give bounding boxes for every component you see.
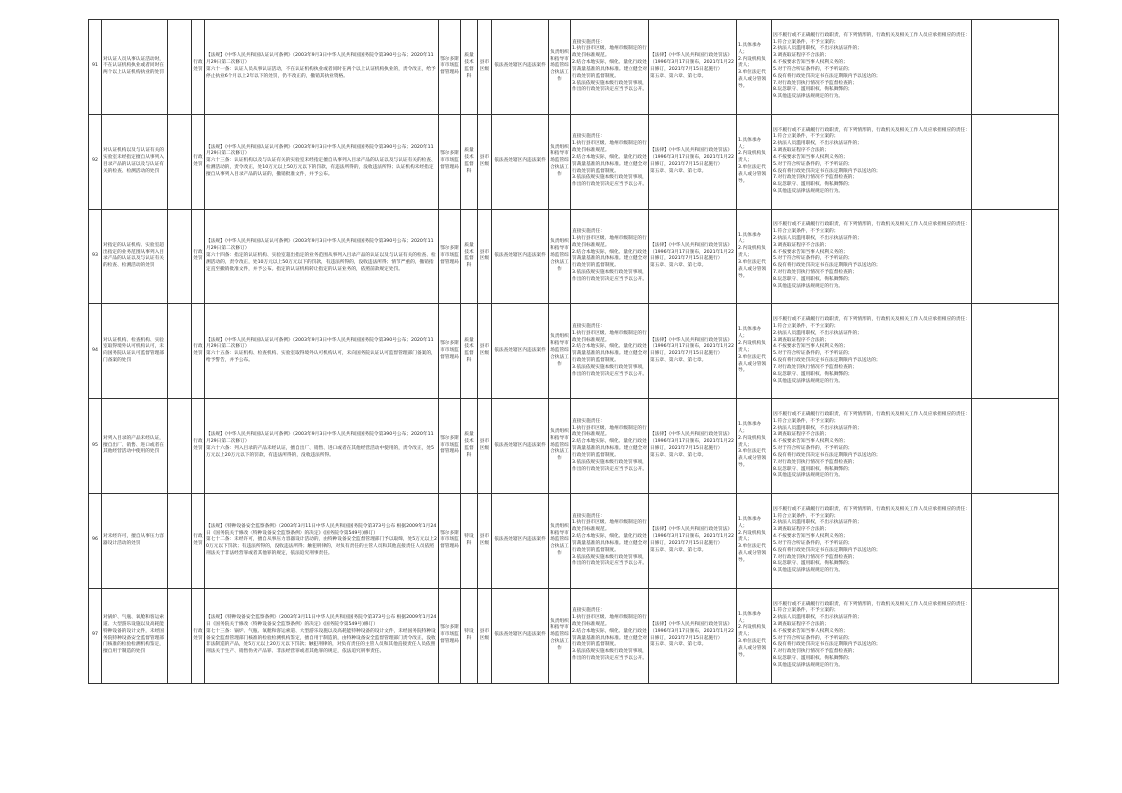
power-category: 行政处罚 bbox=[192, 588, 205, 683]
responsibility-detail: 直接实施责任： 1.执行县市区级、地州市级制定的行政处罚标准规范。 2.结合本地实际，细化、量化行政处罚裁量基准的具体标准。建立健全对行政处罚的监督制度。 3.依法依规实施本级行政处罚事项，作出的行政处罚决定应当予以公开。 bbox=[571, 209, 649, 304]
exercise-scope: 依法查处辖区内违法案件 bbox=[492, 20, 549, 115]
legal-basis: 【法规】《中华人民共和国认证认可条例》（2003年9月3日中华人民共和国国务院令第390号公布；2020年11月29日第二次修订） 第六十五条：认证机构、检查机构、实验室取得境外认可机构认可，未向国务院认证认可监督管理部门备案的，给予警告，并予公布。 bbox=[205, 304, 439, 399]
responsibility-summary: 负责组织和指导市场监管综合执法工作 bbox=[549, 114, 571, 209]
accountability-basis: 【法律】《中华人民共和国行政处罚法》（1996年3月17日颁布，2021年1月22日修订，2021年7月15日起施行） 第五章、第六章、第七章。 bbox=[649, 114, 737, 209]
table-row bbox=[89, 588, 1059, 683]
implementing-department: 鄂尔多斯市市场监督管理局 bbox=[439, 588, 461, 683]
internal-office: 质量技术监督科 bbox=[461, 399, 478, 494]
item-number: 96 bbox=[89, 493, 102, 588]
item-number: 91 bbox=[89, 20, 102, 115]
responsible-subject: 1.具体承办人； 2.内设机构负责人； 3.单位法定代表人或分管领导。 bbox=[737, 399, 772, 494]
remarks-cell bbox=[972, 209, 1059, 304]
blank-cell bbox=[168, 209, 192, 304]
implementation-level: 县市区级 bbox=[478, 209, 492, 304]
item-name: 对认证机构以及与认证有关的实验室未经指定擅自从事列入目录产品的认证以及与认证有关的检查、检测活动的处罚 bbox=[102, 114, 168, 209]
item-number: 97 bbox=[89, 588, 102, 683]
legal-basis: 【法规】《特种设备安全监察条例》（2003年3月11日中华人民共和国国务院令第373号公布 根据2009年1月24日《国务院关于修改〈特种设备安全监察条例〉的决定》(国务院令第549号)修订） 第七十二条：未经许可，擅自从事压力容器设计活动的，由特种设备安全监督管理部门予以取缔，处5万元以上20万元以下罚款；有违法所得的，没收违法所得；触犯刑律的，对负有责任的主管人员和其他直接责任人员依照刑法关于非法经营罪或者其他罪的规定，依法追究刑事责任。 bbox=[205, 493, 439, 588]
responsibility-detail: 直接实施责任： 1.执行县市区级、地州市级制定的行政处罚标准规范。 2.结合本地实际，细化、量化行政处罚裁量基准的具体标准。建立健全对行政处罚的监督制度。 3.依法依规实施本级行政处罚事项，作出的行政处罚决定应当予以公开。 bbox=[571, 114, 649, 209]
responsible-subject: 1.具体承办人； 2.内设机构负责人； 3.单位法定代表人或分管领导。 bbox=[737, 588, 772, 683]
responsible-subject: 1.具体承办人； 2.内设机构负责人； 3.单位法定代表人或分管领导。 bbox=[737, 493, 772, 588]
responsibility-summary: 负责组织和指导市场监管综合执法工作 bbox=[549, 304, 571, 399]
implementing-department: 鄂尔多斯市市场监督管理局 bbox=[439, 209, 461, 304]
power-category: 行政处罚 bbox=[192, 209, 205, 304]
power-category: 行政处罚 bbox=[192, 20, 205, 115]
implementing-department: 鄂尔多斯市市场监督管理局 bbox=[439, 20, 461, 115]
table-row bbox=[89, 304, 1059, 399]
accountability-situations: 因不履行或不正确履行行政职责，有下列情形的，行政机关及相关工作人员应承担相应的责任： 1.符合立案条件，不予立案的； 2.执法人员滥用职权，不出示执法证件的； 3.调查取证程序不合法的； 4.不按要求告知当事人权利义务的； 5.对于符合听证条件的，不予听证的； 6.没有将行政处罚决定书在法定期限内予以送达的； 7.对行政处罚执行情况不予监督检查的； 8.玩忽职守、滥用职权、徇私舞弊的； 9.其他违反法律法规规定的行为。 bbox=[772, 114, 972, 209]
remarks-cell bbox=[972, 399, 1059, 494]
accountability-situations: 因不履行或不正确履行行政职责，有下列情形的，行政机关及相关工作人员应承担相应的责任： 1.符合立案条件，不予立案的； 2.执法人员滥用职权，不出示执法证件的； 3.调查取证程序不合法的； 4.不按要求告知当事人权利义务的； 5.对于符合听证条件的，不予听证的； 6.没有将行政处罚决定书在法定期限内予以送达的； 7.对行政处罚执行情况不予监督检查的； 8.玩忽职守、滥用职权、徇私舞弊的； 9.其他违反法律法规规定的行为。 bbox=[772, 20, 972, 115]
exercise-scope: 依法查处辖区内违法案件 bbox=[492, 399, 549, 494]
internal-office: 特设科 bbox=[461, 588, 478, 683]
exercise-scope: 依法查处辖区内违法案件 bbox=[492, 114, 549, 209]
responsibility-summary: 负责组织和指导市场监管综合执法工作 bbox=[549, 399, 571, 494]
responsible-subject: 1.具体承办人； 2.内设机构负责人； 3.单位法定代表人或分管领导。 bbox=[737, 304, 772, 399]
accountability-basis: 【法律】《中华人民共和国行政处罚法》（1996年3月17日颁布，2021年1月22日修订，2021年7月15日起施行） 第五章、第六章、第七章。 bbox=[649, 209, 737, 304]
internal-office: 特设科 bbox=[461, 493, 478, 588]
exercise-scope: 依法查处辖区内违法案件 bbox=[492, 304, 549, 399]
item-name: 对认证机构、检查机构、实验室取得境外认可机构认可，未向国务院认证认可监督管理部门备案的处罚 bbox=[102, 304, 168, 399]
item-name: 对列入目录的产品未经认证，擅自出厂、销售、进口或者在其他经营活动中使用的处罚 bbox=[102, 399, 168, 494]
exercise-scope: 依法查处辖区内违法案件 bbox=[492, 588, 549, 683]
responsibility-detail: 直接实施责任： 1.执行县市区级、地州市级制定的行政处罚标准规范。 2.结合本地实际，细化、量化行政处罚裁量基准的具体标准。建立健全对行政处罚的监督制度。 3.依法依规实施本级行政处罚事项，作出的行政处罚决定应当予以公开。 bbox=[571, 588, 649, 683]
accountability-basis: 【法律】《中华人民共和国行政处罚法》（1996年3月17日颁布，2021年1月22日修订，2021年7月15日起施行） 第五章、第六章、第七章。 bbox=[649, 20, 737, 115]
blank-cell bbox=[168, 493, 192, 588]
blank-cell bbox=[168, 20, 192, 115]
implementing-department: 鄂尔多斯市市场监督管理局 bbox=[439, 399, 461, 494]
implementing-department: 鄂尔多斯市市场监督管理局 bbox=[439, 114, 461, 209]
internal-office: 质量技术监督科 bbox=[461, 209, 478, 304]
blank-cell bbox=[168, 399, 192, 494]
implementation-level: 县市区级 bbox=[478, 399, 492, 494]
power-list-table bbox=[88, 19, 1059, 684]
responsibility-detail: 直接实施责任： 1.执行县市区级、地州市级制定的行政处罚标准规范。 2.结合本地实际，细化、量化行政处罚裁量基准的具体标准。建立健全对行政处罚的监督制度。 3.依法依规实施本级行政处罚事项，作出的行政处罚决定应当予以公开。 bbox=[571, 304, 649, 399]
implementation-level: 县市区级 bbox=[478, 114, 492, 209]
power-category: 行政处罚 bbox=[192, 114, 205, 209]
accountability-situations: 因不履行或不正确履行行政职责，有下列情形的，行政机关及相关工作人员应承担相应的责任： 1.符合立案条件，不予立案的； 2.执法人员滥用职权，不出示执法证件的； 3.调查取证程序不合法的； 4.不按要求告知当事人权利义务的； 5.对于符合听证条件的，不予听证的； 6.没有将行政处罚决定书在法定期限内予以送达的； 7.对行政处罚执行情况不予监督检查的； 8.玩忽职守、滥用职权、徇私舞弊的； 9.其他违反法律法规规定的行为。 bbox=[772, 493, 972, 588]
responsibility-summary: 负责组织和指导市场监管综合执法工作 bbox=[549, 588, 571, 683]
legal-basis: 【法规】《中华人民共和国认证认可条例》（2003年9月3日中华人民共和国国务院令第390号公布；2020年11月29日第二次修订） 第六十四条：指定的认证机构、实验室超出指定的业务范围从事列入目录产品的认证以及与认证有关的检查、检测活动的，责令改正，处10万元以上50万元以下的罚款，有违法所得的，没收违法所得；情节严重的，撤销指定直至撤销批准文件，并予公布。指定的认证机构转让指定的认证业务的，依照前款规定处罚。 bbox=[205, 209, 439, 304]
remarks-cell bbox=[972, 114, 1059, 209]
responsibility-detail: 直接实施责任： 1.执行县市区级、地州市级制定的行政处罚标准规范。 2.结合本地实际，细化、量化行政处罚裁量基准的具体标准。建立健全对行政处罚的监督制度。 3.依法依规实施本级行政处罚事项，作出的行政处罚决定应当予以公开。 bbox=[571, 399, 649, 494]
remarks-cell bbox=[972, 493, 1059, 588]
internal-office: 质量技术监督科 bbox=[461, 304, 478, 399]
table-row bbox=[89, 114, 1059, 209]
internal-office: 质量技术监督科 bbox=[461, 20, 478, 115]
accountability-situations: 因不履行或不正确履行行政职责，有下列情形的，行政机关及相关工作人员应承担相应的责任： 1.符合立案条件，不予立案的； 2.执法人员滥用职权，不出示执法证件的； 3.调查取证程序不合法的； 4.不按要求告知当事人权利义务的； 5.对于符合听证条件的，不予听证的； 6.没有将行政处罚决定书在法定期限内予以送达的； 7.对行政处罚执行情况不予监督检查的； 8.玩忽职守、滥用职权、徇私舞弊的； 9.其他违反法律法规规定的行为。 bbox=[772, 304, 972, 399]
internal-office: 质量技术监督科 bbox=[461, 114, 478, 209]
implementation-level: 县市区级 bbox=[478, 304, 492, 399]
exercise-scope: 依法查处辖区内违法案件 bbox=[492, 209, 549, 304]
table-row bbox=[89, 493, 1059, 588]
accountability-situations: 因不履行或不正确履行行政职责，有下列情形的，行政机关及相关工作人员应承担相应的责任： 1.符合立案条件，不予立案的； 2.执法人员滥用职权，不出示执法证件的； 3.调查取证程序不合法的； 4.不按要求告知当事人权利义务的； 5.对于符合听证条件的，不予听证的； 6.没有将行政处罚决定书在法定期限内予以送达的； 7.对行政处罚执行情况不予监督检查的； 8.玩忽职守、滥用职权、徇私舞弊的； 9.其他违反法律法规规定的行为。 bbox=[772, 588, 972, 683]
table-row bbox=[89, 209, 1059, 304]
remarks-cell bbox=[972, 304, 1059, 399]
item-name: 对未经许可，擅自从事压力容器设计活动的处罚 bbox=[102, 493, 168, 588]
item-number: 92 bbox=[89, 114, 102, 209]
implementation-level: 县市区级 bbox=[478, 20, 492, 115]
accountability-basis: 【法律】《中华人民共和国行政处罚法》（1996年3月17日颁布，2021年1月22日修订，2021年7月15日起施行） 第五章、第六章、第七章。 bbox=[649, 399, 737, 494]
implementation-level: 县市区级 bbox=[478, 588, 492, 683]
item-name: 对指定的认证机构、实验室超出指定的业务范围从事列入目录产品的认证以及与认证有关的检查、检测活动的处罚 bbox=[102, 209, 168, 304]
responsibility-summary: 负责组织和指导市场监管综合执法工作 bbox=[549, 209, 571, 304]
power-category: 行政处罚 bbox=[192, 399, 205, 494]
accountability-basis: 【法律】《中华人民共和国行政处罚法》（1996年3月17日颁布，2021年1月22日修订，2021年7月15日起施行） 第五章、第六章、第七章。 bbox=[649, 588, 737, 683]
blank-cell bbox=[168, 114, 192, 209]
responsibility-summary: 负责组织和指导市场监管综合执法工作 bbox=[549, 20, 571, 115]
item-number: 95 bbox=[89, 399, 102, 494]
implementation-level: 县市区级 bbox=[478, 493, 492, 588]
table-row bbox=[89, 399, 1059, 494]
responsible-subject: 1.具体承办人； 2.内设机构负责人； 3.单位法定代表人或分管领导。 bbox=[737, 209, 772, 304]
legal-basis: 【法规】《中华人民共和国认证认可条例》（2003年9月3日中华人民共和国国务院令第390号公布；2020年11月29日第二次修订） 第六十一条：认证人员从事认证活动，不在认证机构执业或者同时在两个以上认证机构执业的，责令改正，给予停止执业6个月以上2年以下的处罚，仍不改正的，撤销其执业资格。 bbox=[205, 20, 439, 115]
blank-cell bbox=[168, 588, 192, 683]
item-name: 对认证人员从事认证活动时，不在认证机构执业或者同时在两个以上认证机构执业的处罚 bbox=[102, 20, 168, 115]
power-category: 行政处罚 bbox=[192, 493, 205, 588]
power-category: 行政处罚 bbox=[192, 304, 205, 399]
table-row bbox=[89, 20, 1059, 115]
responsibility-detail: 直接实施责任： 1.执行县市区级、地州市级制定的行政处罚标准规范。 2.结合本地实际，细化、量化行政处罚裁量基准的具体标准。建立健全对行政处罚的监督制度。 3.依法依规实施本级行政处罚事项，作出的行政处罚决定应当予以公开。 bbox=[571, 493, 649, 588]
implementing-department: 鄂尔多斯市市场监督管理局 bbox=[439, 493, 461, 588]
accountability-situations: 因不履行或不正确履行行政职责，有下列情形的，行政机关及相关工作人员应承担相应的责任： 1.符合立案条件，不予立案的； 2.执法人员滥用职权，不出示执法证件的； 3.调查取证程序不合法的； 4.不按要求告知当事人权利义务的； 5.对于符合听证条件的，不予听证的； 6.没有将行政处罚决定书在法定期限内予以送达的； 7.对行政处罚执行情况不予监督检查的； 8.玩忽职守、滥用职权、徇私舞弊的； 9.其他违反法律法规规定的行为。 bbox=[772, 399, 972, 494]
responsibility-detail: 直接实施责任： 1.执行县市区级、地州市级制定的行政处罚标准规范。 2.结合本地实际，细化、量化行政处罚裁量基准的具体标准。建立健全对行政处罚的监督制度。 3.依法依规实施本级行政处罚事项，作出的行政处罚决定应当予以公开。 bbox=[571, 20, 649, 115]
legal-basis: 【法规】《中华人民共和国认证认可条例》（2003年9月3日中华人民共和国国务院令第390号公布；2020年11月29日第二次修订） 第六十三条：认证机构以及与认证有关的实验室未经指定擅自从事列入目录产品的认证以及与认证有关的检查、检测活动的，责令改正，处10万元以上50万元以下的罚款，有违法所得的，没收违法所得；认证机构未经指定擅自从事列入目录产品的认证的，撤销批准文件，并予公布。 bbox=[205, 114, 439, 209]
accountability-basis: 【法律】《中华人民共和国行政处罚法》（1996年3月17日颁布，2021年1月22日修订，2021年7月15日起施行） 第五章、第六章、第七章。 bbox=[649, 493, 737, 588]
implementing-department: 鄂尔多斯市市场监督管理局 bbox=[439, 304, 461, 399]
table-body bbox=[89, 20, 1059, 684]
exercise-scope: 依法查处辖区内违法案件 bbox=[492, 493, 549, 588]
legal-basis: 【法规】《特种设备安全监察条例》（2003年3月11日中华人民共和国国务院令第373号公布 根据2009年1月24日《国务院关于修改〈特种设备安全监察条例〉的决定》(国务院令第549号)修订） 第七十三条：锅炉、气瓶、氧舱和客运索道、大型游乐设施以及高耗能特种设备的设计文件，未经国务院特种设备安全监督管理部门核准的检验检测机构鉴定，擅自用于制造的，由特种设备安全监督管理部门责令改正，没收非法制造的产品，处5万元以上20万元以下罚款；触犯刑律的，对负有责任的主管人员和其他直接责任人员依照刑法关于生产、销售伪劣产品罪、非法经营罪或者其他罪的规定，依法追究刑事责任。 bbox=[205, 588, 439, 683]
item-name: 对锅炉、气瓶、氧舱和客运索道、大型游乐设施以及高耗能特种设备的设计文件，未经国务院特种设备安全监督管理部门核准的检验检测机构鉴定，擅自用于制造的处罚 bbox=[102, 588, 168, 683]
responsible-subject: 1.具体承办人； 2.内设机构负责人； 3.单位法定代表人或分管领导。 bbox=[737, 20, 772, 115]
accountability-basis: 【法律】《中华人民共和国行政处罚法》（1996年3月17日颁布，2021年1月22日修订，2021年7月15日起施行） 第五章、第六章、第七章。 bbox=[649, 304, 737, 399]
remarks-cell bbox=[972, 588, 1059, 683]
responsibility-summary: 负责组织和指导市场监管综合执法工作 bbox=[549, 493, 571, 588]
legal-basis: 【法规】《中华人民共和国认证认可条例》（2003年9月3日中华人民共和国国务院令第390号公布；2020年11月29日第二次修订） 第六十六条：列入目录的产品未经认证，擅自出厂、销售、进口或者在其他经营活动中使用的，责令改正，处5万元以上20万元以下的罚款，有违法所得的，没收违法所得。 bbox=[205, 399, 439, 494]
accountability-situations: 因不履行或不正确履行行政职责，有下列情形的，行政机关及相关工作人员应承担相应的责任： 1.符合立案条件，不予立案的； 2.执法人员滥用职权，不出示执法证件的； 3.调查取证程序不合法的； 4.不按要求告知当事人权利义务的； 5.对于符合听证条件的，不予听证的； 6.没有将行政处罚决定书在法定期限内予以送达的； 7.对行政处罚执行情况不予监督检查的； 8.玩忽职守、滥用职权、徇私舞弊的； 9.其他违反法律法规规定的行为。 bbox=[772, 209, 972, 304]
blank-cell bbox=[168, 304, 192, 399]
item-number: 94 bbox=[89, 304, 102, 399]
responsible-subject: 1.具体承办人； 2.内设机构负责人； 3.单位法定代表人或分管领导。 bbox=[737, 114, 772, 209]
item-number: 93 bbox=[89, 209, 102, 304]
remarks-cell bbox=[972, 20, 1059, 115]
